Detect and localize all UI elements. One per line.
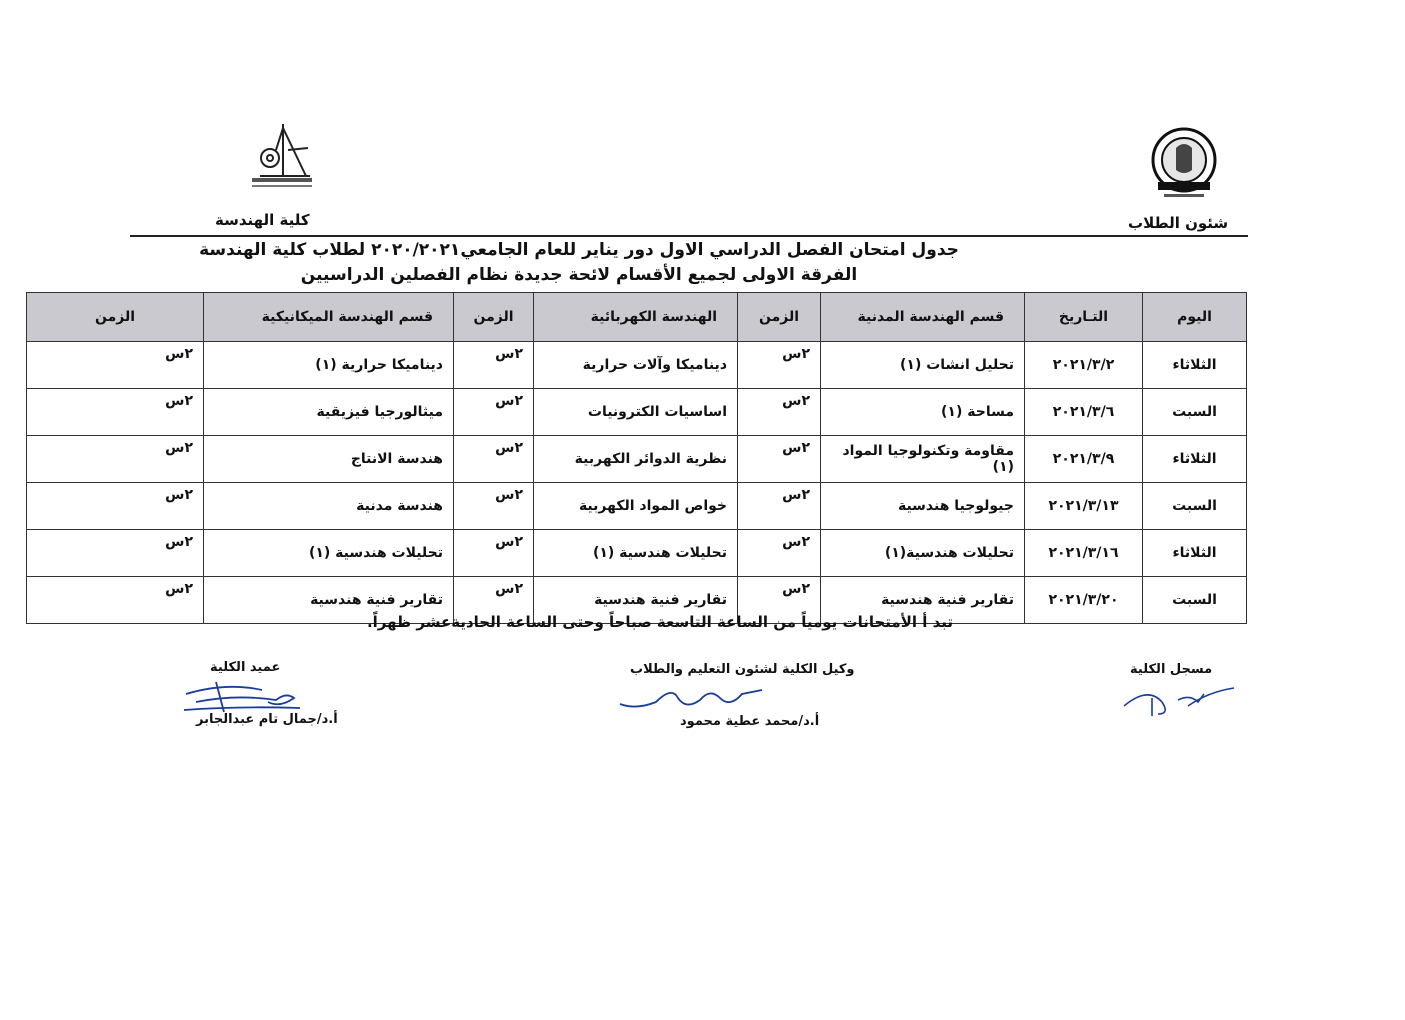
cell-mechanical-course: تحليلات هندسية (١) — [204, 530, 454, 577]
cell-civil-time: ٢س — [738, 436, 821, 483]
cell-day: الثلاثاء — [1143, 342, 1247, 389]
header-date: التـاريخ — [1025, 293, 1143, 342]
cell-date: ٢٠٢١/٣/٢٠ — [1025, 577, 1143, 624]
cell-civil-time: ٢س — [738, 389, 821, 436]
cell-mechanical-time: ٢س — [27, 483, 204, 530]
vice-dean-name: أ.د/محمد عطية محمود — [680, 714, 820, 729]
cell-electrical-course: نظرية الدوائر الكهربية — [534, 436, 738, 483]
cell-mechanical-time: ٢س — [27, 342, 204, 389]
faculty-of-engineering-logo — [248, 120, 318, 192]
header-day: اليوم — [1143, 293, 1247, 342]
table-row — [27, 530, 1247, 577]
registrar-title: مسجل الكلية — [1130, 662, 1213, 677]
table-header-row — [27, 293, 1247, 342]
header-electrical: الهندسة الكهربائية — [534, 293, 738, 342]
cell-mechanical-time: ٢س — [27, 436, 204, 483]
cell-electrical-course: اساسيات الكترونيات — [534, 389, 738, 436]
cell-electrical-course: ديناميكا وآلات حرارية — [534, 342, 738, 389]
dean-name: أ.د/جمال تام عبدالجابر — [196, 712, 338, 727]
vice-dean-title: وكيل الكلية لشئون التعليم والطلاب — [630, 662, 855, 677]
cell-electrical-course: تحليلات هندسية (١) — [534, 530, 738, 577]
cell-civil-time: ٢س — [738, 577, 821, 624]
cell-electrical-time: ٢س — [454, 436, 534, 483]
university-logo — [1148, 126, 1220, 206]
cell-day: الثلاثاء — [1143, 436, 1247, 483]
cell-mechanical-course: تقارير فنية هندسية — [204, 577, 454, 624]
table-row — [27, 483, 1247, 530]
header-time-civil: الزمن — [738, 293, 821, 342]
student-affairs-label: شئون الطلاب — [1128, 214, 1229, 232]
cell-day: السبت — [1143, 389, 1247, 436]
dean-title: عميد الكلية — [210, 660, 281, 675]
cell-civil-time: ٢س — [738, 483, 821, 530]
document-subtitle: الفرقة الاولى لجميع الأقسام لائحة جديدة نظام الفصلين الدراسيين — [300, 265, 858, 285]
cell-day: السبت — [1143, 577, 1247, 624]
header-civil: قسم الهندسة المدنية — [821, 293, 1025, 342]
cell-electrical-time: ٢س — [454, 577, 534, 624]
cell-civil-course: تحليل انشات (١) — [821, 342, 1025, 389]
cell-electrical-time: ٢س — [454, 389, 534, 436]
exam-schedule-table — [26, 292, 1247, 624]
cell-mechanical-time: ٢س — [27, 530, 204, 577]
header-time-mechanical: الزمن — [27, 293, 204, 342]
cell-electrical-time: ٢س — [454, 483, 534, 530]
cell-date: ٢٠٢١/٣/٦ — [1025, 389, 1143, 436]
cell-mechanical-course: هندسة الانتاج — [204, 436, 454, 483]
table-row — [27, 389, 1247, 436]
dean-signature — [176, 672, 306, 716]
cell-civil-course: تحليلات هندسية(١) — [821, 530, 1025, 577]
exam-time-note: تبد أ الأمتحانات يومياً من الساعة التاسعة صباحاً وحتى الساعة الحاديةعشر ظهراً. — [366, 613, 954, 631]
table-row — [27, 436, 1247, 483]
cell-date: ٢٠٢١/٣/٢ — [1025, 342, 1143, 389]
cell-day: السبت — [1143, 483, 1247, 530]
cell-mechanical-time: ٢س — [27, 389, 204, 436]
table-row — [27, 342, 1247, 389]
cell-civil-course: تقارير فنية هندسية — [821, 577, 1025, 624]
header-mechanical: قسم الهندسة الميكانيكية — [204, 293, 454, 342]
cell-mechanical-course: هندسة مدنية — [204, 483, 454, 530]
registrar-signature — [1118, 680, 1238, 720]
cell-electrical-course: خواص المواد الكهربية — [534, 483, 738, 530]
faculty-label: كلية الهندسة — [215, 211, 310, 229]
cell-day: الثلاثاء — [1143, 530, 1247, 577]
vice-dean-signature — [616, 680, 766, 716]
cell-civil-time: ٢س — [738, 530, 821, 577]
cell-mechanical-time: ٢س — [27, 577, 204, 624]
cell-civil-course: مقاومة وتكنولوجيا المواد (١) — [821, 436, 1025, 483]
cell-date: ٢٠٢١/٣/٩ — [1025, 436, 1143, 483]
document-title: جدول امتحان الفصل الدراسي الاول دور يناير للعام الجامعي٢٠٢٠/٢٠٢١ لطلاب كلية الهندسة — [199, 240, 959, 260]
cell-electrical-time: ٢س — [454, 342, 534, 389]
cell-civil-course: جيولوجيا هندسية — [821, 483, 1025, 530]
cell-mechanical-course: ميثالورجيا فيزيقية — [204, 389, 454, 436]
cell-electrical-time: ٢س — [454, 530, 534, 577]
header-divider — [130, 235, 1248, 237]
cell-civil-time: ٢س — [738, 342, 821, 389]
cell-electrical-course: تقارير فنية هندسية — [534, 577, 738, 624]
header-time-electrical: الزمن — [454, 293, 534, 342]
cell-mechanical-course: ديناميكا حرارية (١) — [204, 342, 454, 389]
cell-date: ٢٠٢١/٣/١٦ — [1025, 530, 1143, 577]
cell-date: ٢٠٢١/٣/١٣ — [1025, 483, 1143, 530]
cell-civil-course: مساحة (١) — [821, 389, 1025, 436]
